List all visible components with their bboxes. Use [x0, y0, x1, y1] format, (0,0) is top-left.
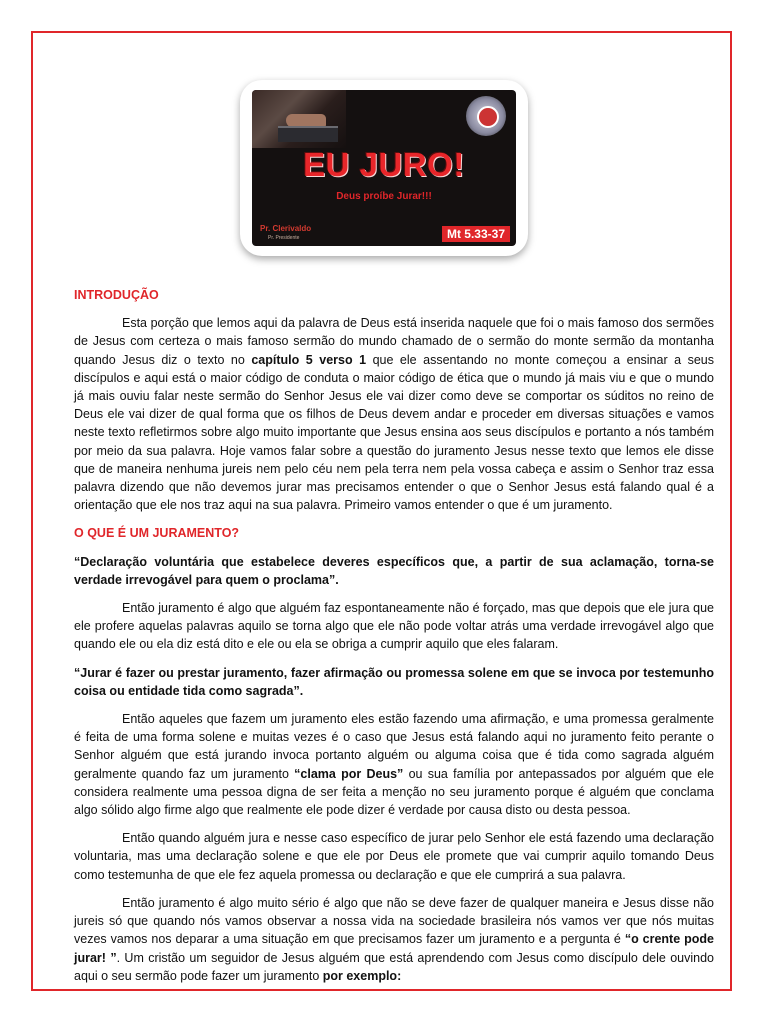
- paragraph-3: [74, 710, 714, 819]
- intro-paragraph: [74, 314, 714, 514]
- bible-reference-badge: Mt 5.33-37: [442, 226, 510, 242]
- banner-image: [252, 90, 516, 246]
- bold-text-run: “clama por Deus”: [294, 766, 404, 781]
- sermon-banner: [240, 80, 528, 256]
- paragraph-5: [74, 894, 714, 985]
- banner-subtitle: Deus proíbe Jurar!!!: [336, 191, 432, 202]
- section-heading: O QUE É UM JURAMENTO?: [74, 526, 240, 541]
- paragraph-2: Então juramento é algo que alguém faz espontaneamente não é forçado, mas que depois que ele jura que ele profere aquelas palavras aquilo se torna algo que ele não pode voltar atrás uma verdade irrevogável algo que quando ele ou ela diz está dito e ele ou ela se obriga a cumprir aquilo que eles falaram.: [74, 601, 714, 652]
- text-run: que ele assentando no monte começou a ensinar a seus discípulos e aqui está o maior código de conduta o maior código de ética que o mundo já mais viu e que o mundo já mais ouviu falar neste sermão do Senhor Jesus ele vai dizer como deve se comportar os súditos no reino de Deus ele vai dizer de qual forma que os filhos de Deus devem andar e proceder em diversas situações e vamos neste texto refletirmos sobre algo muito importante que Jesus ensina aos seus discípulos e portanto a nós também por meio da sua palavra. Hoje vamos falar sobre a questão do juramento Jesus nesse texto que lemos ele disse que de maneira nenhuma jureis nem pelo céu nem pela terra nem pela vossa cabeça e assim o Senhor traz essa palavra dizendo que não devemos jurar mas precisamos entender o que o Senhor Jesus está falando qual é a orientação que ele nos traz aqui na sua palavra. Primeiro vamos entender o que é um juramento.: [74, 352, 714, 513]
- text-run: . Um cristão um seguidor de Jesus alguém que está aprendendo com Jesus como discípulo dele ouvindo aqui o seu sermão pode fazer um juramento: [74, 950, 714, 983]
- text-run: Esta porção que lemos aqui da palavra de Deus está inserida naquele que foi o mais famoso dos sermões de Jesus com certeza o mais famoso sermão do mundo chamado de o sermão do monte sermão da montanha quando Jesus diz o texto no: [74, 316, 714, 367]
- badge-core: [477, 106, 499, 128]
- paragraph-4: Então quando alguém jura e nesse caso específico de jurar pelo Senhor ele está fazendo uma declaração voluntaria, mas uma declaração solene e que ele por Deus ele promete que vai cumprir aquilo tomando Deus como testemunha de que ele fez aquela promessa ou declaração e que ele cumprirá a sua palavra.: [74, 831, 714, 882]
- intro-heading: INTRODUÇÃO: [74, 288, 159, 302]
- definition-quote-1: “Declaração voluntária que estabelece deveres específicos que, a partir de sua aclamação, torna-se verdade irrevogável para quem o proclama”.: [74, 554, 714, 587]
- banner-author: Pr. Clerivaldo: [260, 224, 312, 233]
- text-run: Então aqueles que fazem um juramento eles estão fazendo uma afirmação, e uma promessa geralmente é feita de uma forma solene e muitas vezes é o caso que Jesus está falando aqui no juramento feito perante o Senhor alguém que está jurando invoca portanto alguém ou alguma coisa que é tida como sagrada alguém geralmente quando faz um juramento: [74, 712, 714, 781]
- text-run: ou sua família por antepassados por alguém que ele considera realmente uma pessoa digna de ser feita a menção no seu juramento porque é alguém que conclama algo sólido algo firme algo que realmente ele pode dizer é verdade por causa disto ou desta pessoa.: [74, 766, 714, 818]
- bible-shape: [278, 126, 338, 142]
- church-badge-icon: [466, 96, 506, 136]
- bold-text-run: “o crente pode jurar! ”: [74, 932, 714, 965]
- document-body: [74, 286, 714, 995]
- bold-text-run: capítulo 5 verso 1: [251, 352, 367, 367]
- hands-on-bible-photo: [252, 90, 346, 148]
- banner-author-role: Pr. Presidente: [268, 235, 300, 241]
- bold-text-run: por exemplo:: [322, 968, 402, 983]
- banner-title: EU JURO!: [303, 146, 465, 183]
- text-run: Então juramento é algo muito sério é algo que não se deve fazer de qualquer maneira e Jesus disse não jureis só que quando nós vamos observar a nossa vida na sociedade brasileira nós vamos ver que nós muitas vezes vamos nos deparar a uma situação em que precisamos fazer um juramento e a pergunta é: [74, 895, 714, 947]
- definition-quote-2: “Jurar é fazer ou prestar juramento, fazer afirmação ou promessa solene em que se invoca por testemunho coisa ou entidade tida como sagrada”.: [74, 665, 714, 698]
